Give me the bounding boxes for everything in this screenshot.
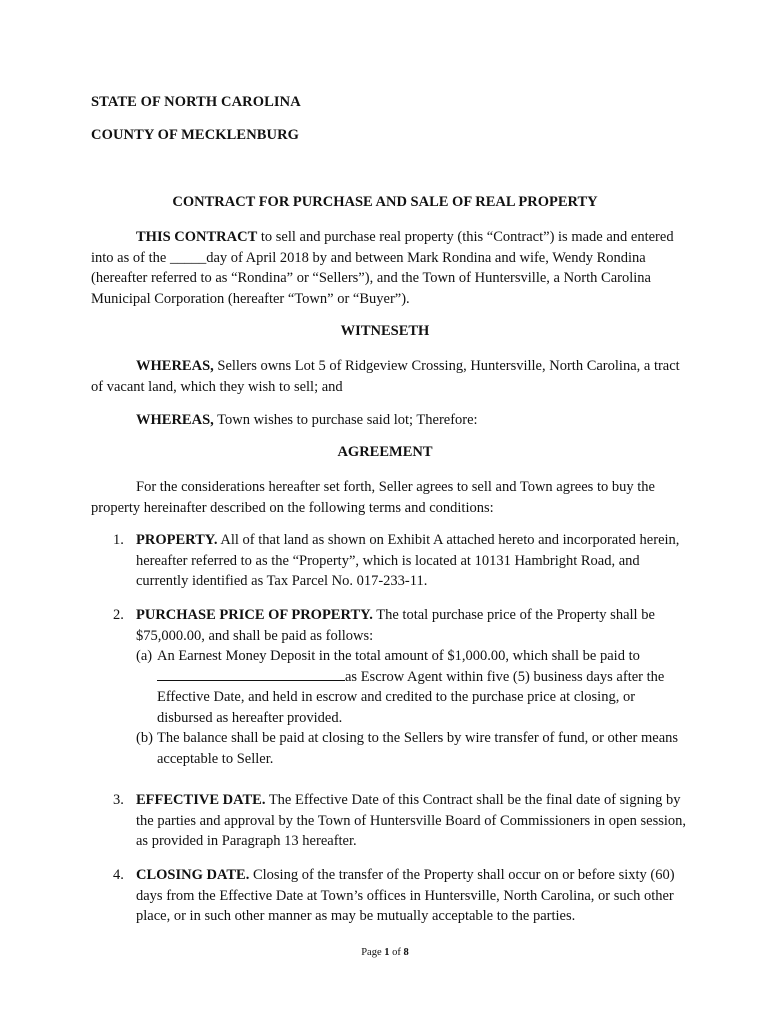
whereas-paragraph-2: [91, 410, 691, 431]
section-text: Closing of the transfer of the Property shall occur on or before sixty (60) days from the Effective Date at Town’s offices in Huntersville, North Carolina, or such other place, or in such other manner as may be mutually acceptable to the parties.: [136, 867, 675, 924]
section-number: 2.: [113, 607, 124, 623]
section-effective-date: [113, 790, 693, 852]
escrow-agent-blank: [157, 667, 345, 681]
subsection-text-2: as Escrow Agent within five (5) business days after the Effective Date, and held in escrow and credited to the purchase price at closing, or disbursed as hereafter provided.: [157, 668, 665, 726]
whereas-paragraph-1: [91, 356, 691, 397]
section-purchase-price: [113, 605, 693, 769]
subsection-label: (b): [136, 730, 153, 746]
subsection-label: (a): [136, 648, 153, 664]
whereas-text-1: Sellers owns Lot 5 of Ridgeview Crossing, Huntersville, North Carolina, a tract of vacant land, which they wish to sell; and: [91, 358, 680, 395]
intro-text-1: to sell and purchase real property (this “Contract”) is made and entered into as of the: [91, 229, 674, 266]
intro-paragraph: [91, 227, 691, 309]
section-property: [113, 530, 693, 592]
subsection-text: The balance shall be paid at closing to the Sellers by wire transfer of fund, or other means acceptable to Seller.: [157, 730, 679, 767]
section-lead: CLOSING DATE.: [136, 867, 250, 883]
agreement-heading: AGREEMENT: [337, 444, 433, 460]
section-text: All of that land as shown on Exhibit A attached hereto and incorporated herein, hereafter referred to as the “Property”, which is located at 10131 Hambright Road, and currently identified as Tax Parcel No. 017-233-11.: [136, 532, 680, 589]
subsection-a: [136, 646, 693, 728]
intro-text-2: day of April 2018 by and between Mark Rondina and wife, Wendy Rondina (hereafter referred to as “Rondina” or “Sellers”), and the Town of Huntersville, a North Carolina Municipal Corporation (hereafter “Town” or “Buyer”).: [91, 249, 651, 307]
section-lead: PROPERTY.: [136, 532, 218, 548]
date-blank: _____: [169, 249, 207, 266]
agreement-intro: For the considerations hereafter set forth, Seller agrees to sell and Town agrees to buy the property hereinafter described on the following terms and conditions:: [91, 479, 655, 516]
state-heading: STATE OF NORTH CAROLINA: [91, 94, 301, 110]
section-lead: EFFECTIVE DATE.: [136, 792, 266, 808]
subsection-text-1: An Earnest Money Deposit in the total amount of $1,000.00, which shall be paid to: [157, 648, 640, 664]
page-footer: [0, 947, 770, 958]
whereas-text-2: Town wishes to purchase said lot; Therefore:: [213, 412, 478, 428]
subsection-b: [136, 728, 693, 769]
section-lead: PURCHASE PRICE OF PROPERTY.: [136, 607, 373, 623]
section-number: 4.: [113, 867, 124, 883]
whereas-lead-2: WHEREAS,: [136, 412, 214, 428]
footer-mid: of: [389, 947, 404, 958]
section-text: The total purchase price of the Property shall be $75,000.00, and shall be paid as follows:: [136, 607, 655, 644]
whereas-lead-1: WHEREAS,: [136, 358, 214, 374]
page-total: 8: [403, 947, 409, 958]
section-closing-date: [113, 865, 693, 927]
county-heading: COUNTY OF MECKLENBURG: [91, 127, 300, 143]
footer-prefix: Page: [361, 947, 385, 958]
page-number: 1: [384, 947, 390, 958]
intro-lead: THIS CONTRACT: [136, 229, 258, 245]
witneseth-heading: WITNESETH: [340, 323, 430, 339]
section-number: 3.: [113, 792, 124, 808]
section-number: 1.: [113, 532, 124, 548]
contract-title: CONTRACT FOR PURCHASE AND SALE OF REAL PROPERTY: [172, 194, 598, 210]
section-text: The Effective Date of this Contract shall be the final date of signing by the parties and approval by the Town of Huntersville Board of Commissioners in open session, as provided in Paragraph 13 hereafter.: [136, 792, 687, 849]
